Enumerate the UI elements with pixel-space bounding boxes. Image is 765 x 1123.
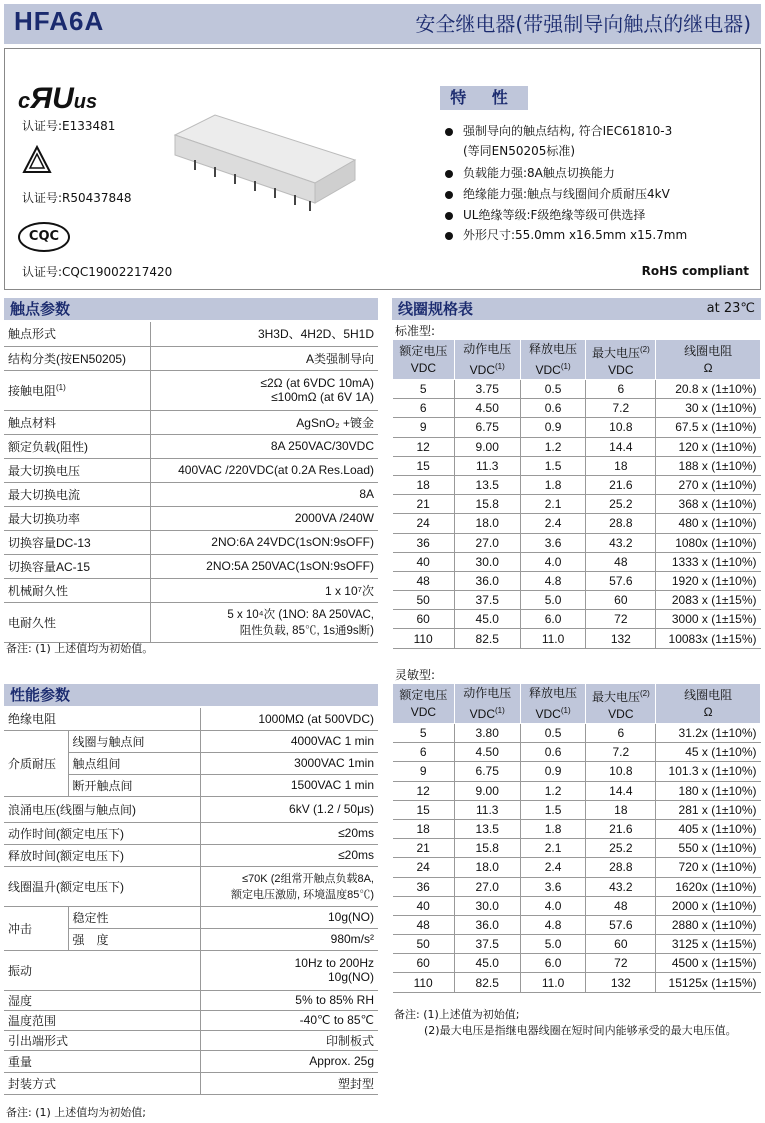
coil-cell: 3125 x (1±15%)	[656, 935, 761, 954]
param-value: -40℃ to 85℃	[200, 1010, 378, 1030]
coil-cell: 60	[586, 935, 656, 954]
perf-row	[4, 1072, 378, 1094]
contact-row	[4, 602, 378, 642]
coil-cell: 2880 x (1±10%)	[656, 915, 761, 934]
cert-ul-label: 认证号:E133481	[22, 119, 116, 133]
param-value: 5 x 10⁴次 (1NO: 8A 250VAC, 阻性负载, 85℃, 1s通9s断)	[150, 602, 378, 642]
param-name: 最大切换电流	[4, 482, 150, 506]
coil-row	[393, 954, 761, 973]
param-name: 振动	[4, 950, 200, 990]
coil-cell: 24	[393, 514, 455, 533]
perf-row	[4, 822, 378, 844]
sens-label: 灵敏型:	[395, 668, 436, 682]
param-value: ≤2Ω (at 6VDC 10mA) ≤100mΩ (at 6V 1A)	[150, 370, 378, 410]
coil-cell: 13.5	[454, 819, 520, 838]
coil-cell: 25.2	[586, 495, 656, 514]
coil-cell: 281 x (1±10%)	[656, 800, 761, 819]
coil-cell: 37.5	[454, 935, 520, 954]
coil-row	[393, 380, 761, 399]
perf-row	[4, 866, 378, 906]
coil-cell: 1.2	[520, 781, 586, 800]
coil-cell: 15	[393, 800, 455, 819]
param-name: 封装方式	[4, 1072, 200, 1094]
param-name: 释放时间(额定电压下)	[4, 844, 200, 866]
coil-cell: 0.6	[520, 399, 586, 418]
coil-cell: 4500 x (1±15%)	[656, 954, 761, 973]
feature-item: 负载能力强:8A触点切换能力	[445, 164, 615, 183]
coil-cell: 2.1	[520, 839, 586, 858]
param-name: 电耐久性	[4, 602, 150, 642]
contact-row	[4, 434, 378, 458]
coil-cell: 10.8	[586, 762, 656, 781]
param-value: 980m/s²	[200, 928, 378, 950]
coil-row	[393, 571, 761, 590]
coil-cell: 5	[393, 380, 455, 399]
coil-cell: 1.8	[520, 475, 586, 494]
coil-cell: 4.50	[454, 399, 520, 418]
coil-cell: 110	[393, 973, 455, 992]
cqc-logo: CQC	[18, 222, 70, 252]
coil-cell: 11.3	[454, 456, 520, 475]
relay-image	[165, 105, 365, 215]
coil-row	[393, 475, 761, 494]
coil-row	[393, 610, 761, 629]
coil-col-header: 额定电压 VDC	[393, 684, 455, 724]
coil-row	[393, 839, 761, 858]
contact-row	[4, 554, 378, 578]
feature-item: 外形尺寸:55.0mm x16.5mm x15.7mm	[445, 226, 687, 245]
coil-cell: 270 x (1±10%)	[656, 475, 761, 494]
coil-col-header: 线圈电阻 Ω	[656, 340, 761, 380]
param-name: 最大切换电压	[4, 458, 150, 482]
coil-cell: 2.1	[520, 495, 586, 514]
coil-col-header: 线圈电阻 Ω	[656, 684, 761, 724]
coil-cell: 28.8	[586, 858, 656, 877]
param-value: ≤20ms	[200, 822, 378, 844]
perf-row	[4, 844, 378, 866]
coil-cell: 48	[393, 915, 455, 934]
coil-cell: 2.4	[520, 514, 586, 533]
param-value: 1500VAC 1 min	[200, 774, 378, 796]
perf-row	[4, 1030, 378, 1050]
coil-cell: 6.0	[520, 954, 586, 973]
coil-cell: 3.75	[454, 380, 520, 399]
coil-sens-table	[392, 683, 761, 993]
param-value: 10g(NO)	[200, 906, 378, 928]
coil-cell: 12	[393, 781, 455, 800]
coil-cell: 6.0	[520, 610, 586, 629]
coil-cell: 20.8 x (1±10%)	[656, 380, 761, 399]
coil-cell: 67.5 x (1±10%)	[656, 418, 761, 437]
coil-cell: 40	[393, 896, 455, 915]
coil-row	[393, 915, 761, 934]
coil-cell: 18	[586, 456, 656, 475]
coil-col-header: 动作电压 VDC$^{(1)}$	[454, 684, 520, 724]
page-title: 安全继电器(带强制导向触点的继电器)	[415, 12, 751, 36]
param-name: 引出端形式	[4, 1030, 200, 1050]
perf-row	[4, 796, 378, 822]
coil-cell: 40	[393, 552, 455, 571]
coil-cell: 720 x (1±10%)	[656, 858, 761, 877]
cert-tuv-label: 认证号:R50437848	[22, 191, 132, 205]
param-name: 切换容量DC-13	[4, 530, 150, 554]
coil-cell: 72	[586, 610, 656, 629]
coil-cell: 0.5	[520, 380, 586, 399]
coil-cell: 1.8	[520, 819, 586, 838]
perf-row	[4, 708, 378, 730]
coil-row	[393, 514, 761, 533]
coil-cell: 30 x (1±10%)	[656, 399, 761, 418]
coil-cell: 9	[393, 418, 455, 437]
param-name: 重量	[4, 1050, 200, 1072]
coil-note-2: (2)最大电压是指继电器线圈在短时间内能够承受的最大电压值。	[424, 1024, 737, 1037]
coil-col-header: 释放电压 VDC$^{(1)}$	[520, 340, 586, 380]
coil-cell: 1080x (1±10%)	[656, 533, 761, 552]
coil-cell: 2000 x (1±10%)	[656, 896, 761, 915]
coil-row	[393, 743, 761, 762]
coil-cell: 11.0	[520, 629, 586, 648]
coil-cell: 101.3 x (1±10%)	[656, 762, 761, 781]
coil-cell: 15.8	[454, 495, 520, 514]
std-label: 标准型:	[395, 324, 436, 338]
coil-cell: 18.0	[454, 858, 520, 877]
param-value: ≤70K (2组常开触点负载8A, 额定电压激励, 环境温度85℃)	[200, 866, 378, 906]
coil-cell: 31.2x (1±10%)	[656, 724, 761, 743]
param-name: 额定负载(阻性)	[4, 434, 150, 458]
coil-cell: 57.6	[586, 915, 656, 934]
coil-cell: 37.5	[454, 591, 520, 610]
param-name: 冲击	[4, 906, 68, 950]
ul-logo: cЯUus	[18, 82, 98, 115]
contact-row	[4, 370, 378, 410]
coil-cell: 82.5	[454, 973, 520, 992]
coil-row	[393, 437, 761, 456]
coil-cell: 9	[393, 762, 455, 781]
param-value: 4000VAC 1 min	[200, 730, 378, 752]
param-value: 10Hz to 200Hz 10g(NO)	[200, 950, 378, 990]
model-title: HFA6A	[14, 6, 105, 36]
contact-row	[4, 322, 378, 346]
coil-cell: 21.6	[586, 819, 656, 838]
contact-row	[4, 578, 378, 602]
param-value: 3000VAC 1min	[200, 752, 378, 774]
perf-row	[4, 1050, 378, 1072]
coil-cell: 4.8	[520, 571, 586, 590]
coil-section-title: 线圈规格表 at 23℃	[392, 298, 761, 320]
param-value: 6kV (1.2 / 50μs)	[200, 796, 378, 822]
param-sub: 断开触点间	[68, 774, 200, 796]
coil-cell: 0.5	[520, 724, 586, 743]
param-value: 8A 250VAC/30VDC	[150, 434, 378, 458]
feature-item: 绝缘能力强:触点与线圈间介质耐压4kV	[445, 185, 670, 204]
coil-row	[393, 762, 761, 781]
param-name: 最大切换功率	[4, 506, 150, 530]
coil-cell: 3.6	[520, 533, 586, 552]
coil-cell: 21	[393, 839, 455, 858]
param-name: 浪涌电压(线圈与触点间)	[4, 796, 200, 822]
coil-cell: 30.0	[454, 896, 520, 915]
param-value: ≤20ms	[200, 844, 378, 866]
overview-box	[4, 48, 761, 290]
contact-row	[4, 410, 378, 434]
param-name: 绝缘电阻	[4, 708, 200, 730]
coil-row	[393, 533, 761, 552]
contact-section-title: 触点参数	[4, 298, 378, 320]
coil-cell: 60	[586, 591, 656, 610]
param-name: 切换容量AC-15	[4, 554, 150, 578]
coil-cell: 11.0	[520, 973, 586, 992]
coil-cell: 0.6	[520, 743, 586, 762]
coil-row	[393, 552, 761, 571]
coil-row	[393, 418, 761, 437]
coil-cell: 15125x (1±15%)	[656, 973, 761, 992]
coil-cell: 24	[393, 858, 455, 877]
perf-row	[4, 950, 378, 990]
param-sub: 稳定性	[68, 906, 200, 928]
coil-cell: 60	[393, 954, 455, 973]
coil-cell: 110	[393, 629, 455, 648]
coil-cell: 6	[586, 724, 656, 743]
contact-row	[4, 346, 378, 370]
param-name: 接触电阻$^{(1)}$	[4, 370, 150, 410]
coil-row	[393, 896, 761, 915]
perf-section-title: 性能参数	[4, 684, 378, 706]
coil-cell: 10.8	[586, 418, 656, 437]
coil-col-header: 最大电压$^{(2)}$ VDC	[586, 340, 656, 380]
coil-row	[393, 973, 761, 992]
coil-cell: 21.6	[586, 475, 656, 494]
coil-cell: 48	[586, 896, 656, 915]
param-value: Approx. 25g	[200, 1050, 378, 1072]
perf-row	[4, 906, 378, 928]
param-value: 400VAC /220VDC(at 0.2A Res.Load)	[150, 458, 378, 482]
features-title: 特 性	[440, 86, 528, 110]
coil-cell: 50	[393, 935, 455, 954]
param-value: AgSnO₂ +镀金	[150, 410, 378, 434]
coil-cell: 45.0	[454, 610, 520, 629]
coil-cell: 1.5	[520, 800, 586, 819]
coil-cell: 480 x (1±10%)	[656, 514, 761, 533]
coil-cell: 11.3	[454, 800, 520, 819]
coil-cell: 14.4	[586, 437, 656, 456]
coil-cell: 3.80	[454, 724, 520, 743]
cert-cqc-label: 认证号:CQC19002217420	[22, 265, 173, 279]
coil-cell: 6	[393, 743, 455, 762]
coil-note-1: 备注: (1)上述值为初始值;	[394, 1008, 520, 1021]
param-name: 结构分类(按EN50205)	[4, 346, 150, 370]
coil-cell: 28.8	[586, 514, 656, 533]
coil-cell: 6.75	[454, 762, 520, 781]
coil-cell: 368 x (1±10%)	[656, 495, 761, 514]
coil-cell: 132	[586, 973, 656, 992]
coil-row	[393, 456, 761, 475]
coil-cell: 2.4	[520, 858, 586, 877]
coil-cell: 18	[393, 819, 455, 838]
coil-row	[393, 591, 761, 610]
tuv-triangle-icon	[22, 145, 52, 175]
coil-row	[393, 495, 761, 514]
coil-col-header: 额定电压 VDC	[393, 340, 455, 380]
coil-cell: 36.0	[454, 571, 520, 590]
rohs-label: RoHS compliant	[641, 264, 749, 278]
coil-cell: 27.0	[454, 533, 520, 552]
coil-cell: 0.9	[520, 762, 586, 781]
contact-row	[4, 482, 378, 506]
coil-cell: 36	[393, 533, 455, 552]
coil-cell: 14.4	[586, 781, 656, 800]
param-name: 湿度	[4, 990, 200, 1010]
contact-table	[4, 322, 378, 643]
feature-item: UL绝缘等级:F级绝缘等级可供选择	[445, 206, 645, 225]
contact-row	[4, 458, 378, 482]
coil-col-header: 动作电压 VDC$^{(1)}$	[454, 340, 520, 380]
coil-cell: 30.0	[454, 552, 520, 571]
perf-row	[4, 1010, 378, 1030]
coil-row	[393, 935, 761, 954]
feature-item: (等同EN50205标准)	[463, 144, 576, 158]
coil-cell: 15.8	[454, 839, 520, 858]
param-value: A类强制导向	[150, 346, 378, 370]
param-value: 印制板式	[200, 1030, 378, 1050]
param-value: 3H3D、4H2D、5H1D	[150, 322, 378, 346]
param-sub: 线圈与触点间	[68, 730, 200, 752]
coil-cell: 25.2	[586, 839, 656, 858]
coil-cell: 18.0	[454, 514, 520, 533]
coil-cell: 188 x (1±10%)	[656, 456, 761, 475]
perf-note: 备注: (1) 上述值均为初始值;	[6, 1106, 146, 1119]
coil-cell: 45 x (1±10%)	[656, 743, 761, 762]
coil-cell: 57.6	[586, 571, 656, 590]
coil-cell: 7.2	[586, 743, 656, 762]
coil-cell: 21	[393, 495, 455, 514]
coil-cell: 60	[393, 610, 455, 629]
coil-cell: 4.0	[520, 896, 586, 915]
coil-cell: 4.50	[454, 743, 520, 762]
param-value: 1000MΩ (at 500VDC)	[200, 708, 378, 730]
param-name: 触点材料	[4, 410, 150, 434]
param-name: 介质耐压	[4, 730, 68, 796]
coil-cell: 6	[393, 399, 455, 418]
coil-cell: 6	[586, 380, 656, 399]
coil-cell: 36	[393, 877, 455, 896]
coil-cell: 3.6	[520, 877, 586, 896]
coil-col-header: 释放电压 VDC$^{(1)}$	[520, 684, 586, 724]
param-sub: 触点组间	[68, 752, 200, 774]
coil-cell: 7.2	[586, 399, 656, 418]
perf-table	[4, 708, 378, 1095]
coil-row	[393, 724, 761, 743]
coil-col-header: 最大电压$^{(2)}$ VDC	[586, 684, 656, 724]
coil-cell: 10083x (1±15%)	[656, 629, 761, 648]
coil-cell: 2083 x (1±15%)	[656, 591, 761, 610]
coil-cell: 132	[586, 629, 656, 648]
coil-cell: 4.8	[520, 915, 586, 934]
param-name: 触点形式	[4, 322, 150, 346]
coil-row	[393, 800, 761, 819]
coil-row	[393, 629, 761, 648]
coil-cell: 1333 x (1±10%)	[656, 552, 761, 571]
coil-cell: 13.5	[454, 475, 520, 494]
coil-cell: 5	[393, 724, 455, 743]
contact-row	[4, 530, 378, 554]
coil-cell: 1.2	[520, 437, 586, 456]
coil-cell: 6.75	[454, 418, 520, 437]
coil-cell: 4.0	[520, 552, 586, 571]
param-value: 8A	[150, 482, 378, 506]
coil-cell: 120 x (1±10%)	[656, 437, 761, 456]
coil-row	[393, 877, 761, 896]
coil-cell: 43.2	[586, 877, 656, 896]
coil-row	[393, 819, 761, 838]
param-value: 2000VA /240W	[150, 506, 378, 530]
feature-item: 强制导向的触点结构, 符合IEC61810-3	[445, 122, 672, 141]
coil-cell: 50	[393, 591, 455, 610]
coil-cell: 3000 x (1±15%)	[656, 610, 761, 629]
coil-cell: 18	[393, 475, 455, 494]
coil-cell: 1920 x (1±10%)	[656, 571, 761, 590]
coil-cell: 9.00	[454, 781, 520, 800]
coil-cell: 0.9	[520, 418, 586, 437]
perf-row	[4, 990, 378, 1010]
coil-row	[393, 399, 761, 418]
coil-cell: 1620x (1±10%)	[656, 877, 761, 896]
param-name: 线圈温升(额定电压下)	[4, 866, 200, 906]
coil-row	[393, 781, 761, 800]
perf-row	[4, 730, 378, 752]
coil-cell: 82.5	[454, 629, 520, 648]
coil-cell: 405 x (1±10%)	[656, 819, 761, 838]
coil-cell: 36.0	[454, 915, 520, 934]
param-value: 1 x 10⁷次	[150, 578, 378, 602]
coil-cell: 45.0	[454, 954, 520, 973]
param-name: 机械耐久性	[4, 578, 150, 602]
coil-cell: 5.0	[520, 591, 586, 610]
coil-std-table	[392, 339, 761, 649]
param-value: 2NO:5A 250VAC(1sON:9sOFF)	[150, 554, 378, 578]
coil-row	[393, 858, 761, 877]
coil-cell: 43.2	[586, 533, 656, 552]
coil-cell: 48	[393, 571, 455, 590]
coil-cell: 48	[586, 552, 656, 571]
param-value: 5% to 85% RH	[200, 990, 378, 1010]
param-value: 2NO:6A 24VDC(1sON:9sOFF)	[150, 530, 378, 554]
coil-cell: 27.0	[454, 877, 520, 896]
contact-note: 备注: (1) 上述值均为初始值。	[6, 642, 154, 655]
param-sub: 强 度	[68, 928, 200, 950]
coil-cell: 9.00	[454, 437, 520, 456]
coil-cell: 180 x (1±10%)	[656, 781, 761, 800]
coil-cell: 550 x (1±10%)	[656, 839, 761, 858]
coil-cell: 15	[393, 456, 455, 475]
param-value: 塑封型	[200, 1072, 378, 1094]
coil-cell: 12	[393, 437, 455, 456]
param-name: 动作时间(额定电压下)	[4, 822, 200, 844]
coil-cell: 1.5	[520, 456, 586, 475]
contact-row	[4, 506, 378, 530]
coil-cell: 5.0	[520, 935, 586, 954]
param-name: 温度范围	[4, 1010, 200, 1030]
coil-cell: 72	[586, 954, 656, 973]
coil-cell: 18	[586, 800, 656, 819]
